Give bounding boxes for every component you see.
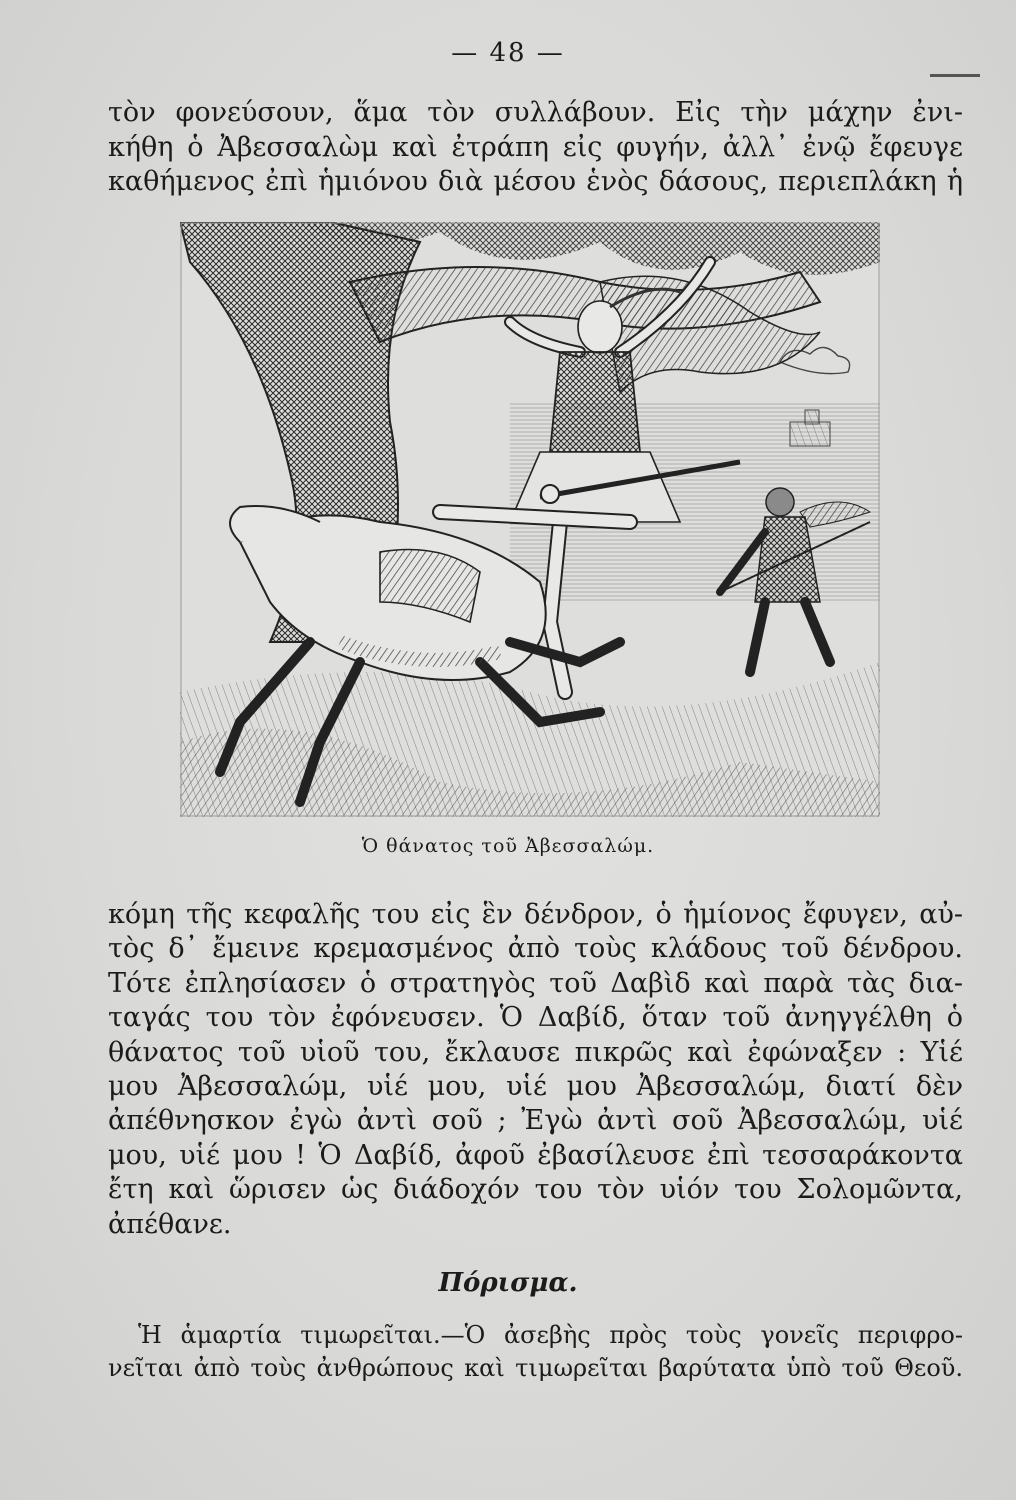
section-heading: Πόρισμα. <box>438 1268 578 1298</box>
moral-paragraph <box>108 1319 963 1385</box>
text-line: ἔτη καὶ ὥρισεν ὡς διάδοχόν του τὸν υἱόν του Σολομῶντα, <box>108 1174 963 1206</box>
text-line: θάνατος τοῦ υἱοῦ του, ἔκλαυσε πικρῶς καὶ ἐφώναξεν : Υἱέ <box>108 1036 963 1068</box>
illustration-caption: Ὁ θάνατος τοῦ Ἀβεσσαλώμ. <box>361 835 655 857</box>
text-line: τὸν φονεύσουν, ἅμα τὸν συλλάβουν. Εἰς τὴν μάχην ἐνι- <box>108 97 963 128</box>
text-line: Ἡ ἁμαρτία τιμωρεῖται.—Ὁ ἀσεβὴς πρὸς τοὺς γονεῖς περιφρο- <box>138 1321 963 1349</box>
text-line: ταγάς του τὸν ἐφόνευσεν. Ὁ Δαβίδ, ὅταν τοῦ ἀνηγγέλθη ὁ <box>108 1002 963 1034</box>
text-line: κήθη ὁ Ἀβεσσαλὼμ καὶ ἐτράπη εἰς φυγήν, ἀλλ᾽ ἐνῷ ἔφευγε <box>108 131 963 163</box>
page-number: — 48 — <box>451 38 565 68</box>
text-line: καθήμενος ἐπὶ ἡμιόνου διὰ μέσου ἑνὸς δάσους, περιεπλάκη ἡ <box>108 166 963 197</box>
text-line: μου, υἱέ μου ! Ὁ Δαβίδ, ἀφοῦ ἐβασίλευσε ἐπὶ τεσσαράκοντα <box>108 1139 963 1171</box>
text-line: νεῖται ἀπὸ τοὺς ἀνθρώπους καὶ τιμωρεῖται βαρύτατα ὑπὸ τοῦ Θεοῦ. <box>108 1354 963 1382</box>
engraving-illustration <box>180 222 880 817</box>
text-line: ἀπέθανε. <box>108 1208 232 1240</box>
main-paragraph <box>108 898 963 1242</box>
text-line: Τότε ἐπλησίασεν ὁ στρατηγὸς τοῦ Δαβὶδ καὶ παρὰ τὰς δια- <box>108 967 963 999</box>
text-line: τὸς δ᾽ ἔμεινε κρεμασμένος ἀπὸ τοὺς κλάδους τοῦ δένδρου. <box>108 933 963 965</box>
text-line: κόμη τῆς κεφαλῆς του εἰς ἓν δένδρον, ὁ ἡμίονος ἔφυγεν, αὐ- <box>108 899 963 930</box>
text-line: μου Ἀβεσσαλώμ, υἱέ μου, υἱέ μου Ἀβεσσαλώμ, διατί δὲν <box>108 1071 963 1103</box>
top-paragraph <box>108 96 963 200</box>
text-line: ἀπέθνησκον ἐγὼ ἀντὶ σοῦ ; Ἐγὼ ἀντὶ σοῦ Ἀβεσσαλώμ, υἱέ <box>108 1105 963 1137</box>
print-edge-mark <box>930 74 980 77</box>
